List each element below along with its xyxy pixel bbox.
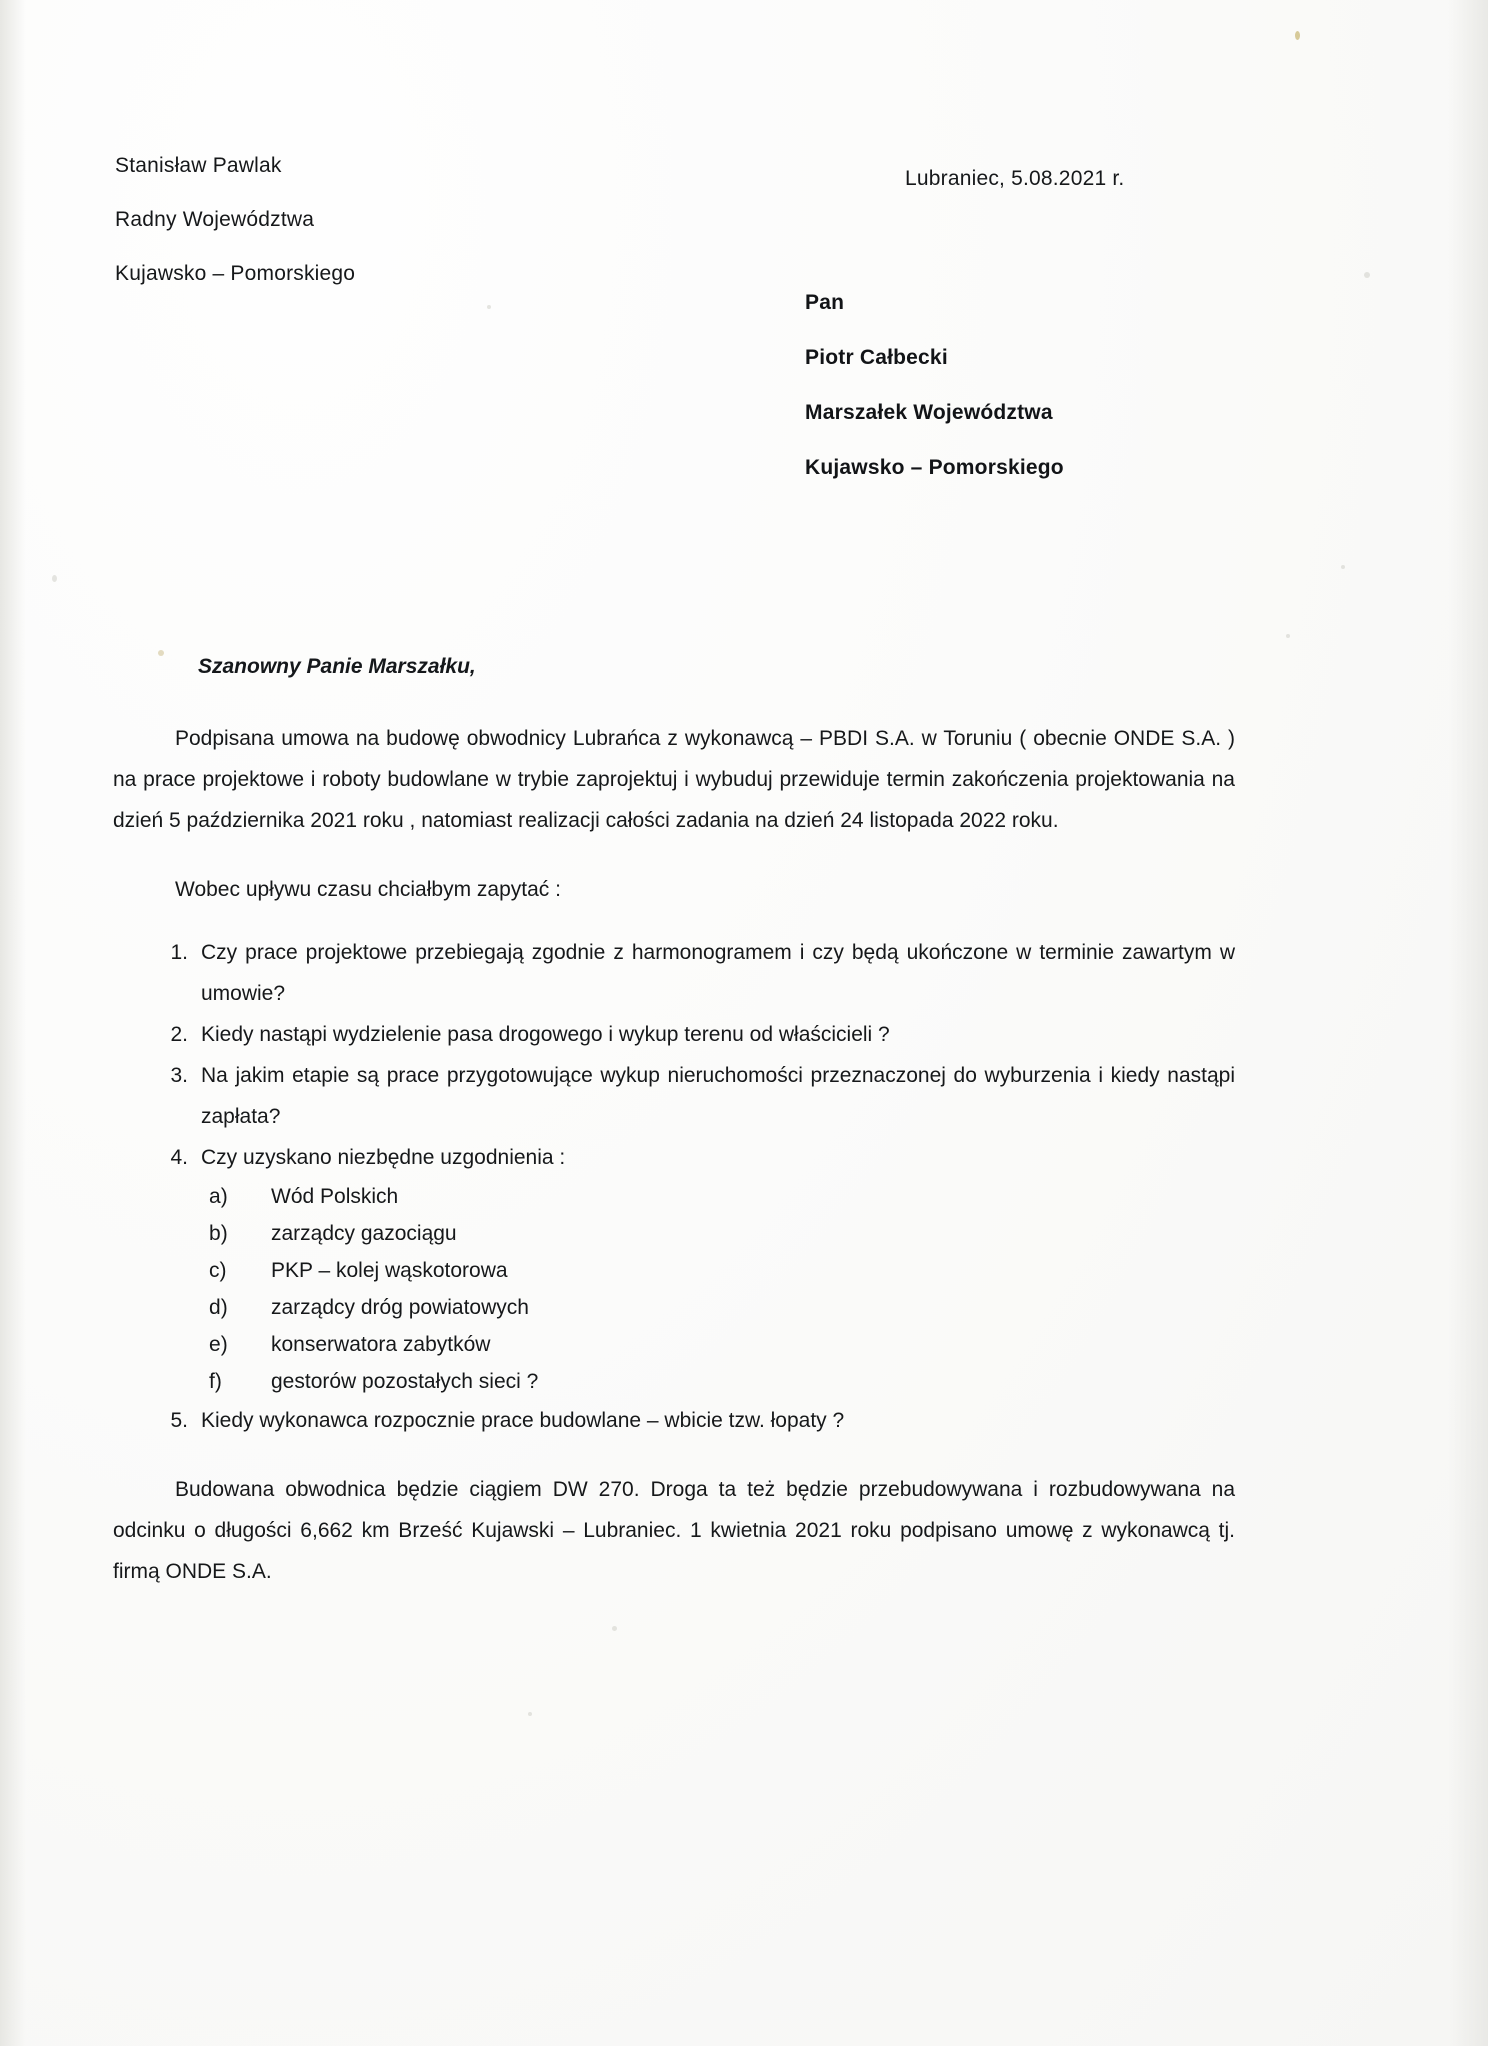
scan-speck [1286, 634, 1290, 638]
recipient-honorific: Pan [805, 291, 845, 314]
salutation: Szanowny Panie Marszałku, [198, 655, 476, 678]
paragraph-question-lead: Wobec upływu czasu chciałbym zapytać : [175, 878, 561, 901]
agreement-item: zarządcy dróg powiatowych [271, 1296, 529, 1319]
paragraph-intro: Podpisana umowa na budowę obwodnicy Lubrańca z wykonawcą – PBDI S.A. w Toruniu ( obecnie ONDE S.A. ) na prace projektowe i roboty budowlane w trybie zaprojektuj i wybuduj przewiduje termin zakończenia projektowania na dzień 5 października 2021 roku , natomiast realizacji całości zadania na dzień 24 listopada 2022 roku. [113, 727, 1235, 832]
agreement-item: gestorów pozostałych sieci ? [271, 1370, 539, 1393]
scan-speck [612, 1626, 617, 1631]
paragraph-closing-info: Budowana obwodnica będzie ciągiem DW 270. Droga ta też będzie przebudowywana i rozbudowywana na odcinku o długości 6,662 km Brześć Kujawski – Lubraniec. 1 kwietnia 2021 roku podpisano umowę z wykonawcą tj. firmą ONDE S.A. [113, 1478, 1235, 1583]
sender-line-name: Stanisław Pawlak [115, 154, 282, 177]
agreements-sublist [201, 1178, 1235, 1400]
sender-line-role: Radny Województwa [115, 208, 315, 231]
scan-speck [1341, 565, 1345, 569]
sender-block [115, 155, 635, 317]
agreement-item: konserwatora zabytków [271, 1333, 491, 1356]
scan-speck [1295, 31, 1300, 40]
question-item: Czy prace projektowe przebiegają zgodnie z harmonogramem i czy będą ukończone w terminie zawartym w umowie? [201, 941, 1235, 1005]
sender-line-region: Kujawsko – Pomorskiego [115, 262, 356, 285]
letter-body [113, 718, 1235, 1592]
question-item: Kiedy nastąpi wydzielenie pasa drogowego i wykup terenu od właścicieli ? [201, 1023, 890, 1046]
recipient-region: Kujawsko – Pomorskiego [805, 456, 1064, 479]
place-and-date: Lubraniec, 5.08.2021 r. [905, 167, 1125, 190]
recipient-block [805, 292, 1365, 512]
recipient-title: Marszałek Województwa [805, 401, 1053, 424]
scan-speck [158, 650, 164, 656]
scan-speck [528, 1712, 532, 1716]
agreement-item: zarządcy gazociągu [271, 1222, 457, 1245]
questions-list [113, 932, 1235, 1441]
agreement-item: Wód Polskich [271, 1185, 399, 1208]
scan-speck [1364, 272, 1370, 278]
scan-speck [52, 575, 57, 582]
agreement-item: PKP – kolej wąskotorowa [271, 1259, 508, 1282]
question-item: Kiedy wykonawca rozpocznie prace budowlane – wbicie tzw. łopaty ? [201, 1409, 845, 1432]
question-item [113, 1137, 1235, 1400]
recipient-name: Piotr Całbecki [805, 346, 948, 369]
question-item-label: Czy uzyskano niezbędne uzgodnienia : [201, 1146, 566, 1169]
question-item: Na jakim etapie są prace przygotowujące wykup nieruchomości przeznaczonej do wyburzenia i kiedy nastąpi zapłata? [201, 1064, 1235, 1128]
